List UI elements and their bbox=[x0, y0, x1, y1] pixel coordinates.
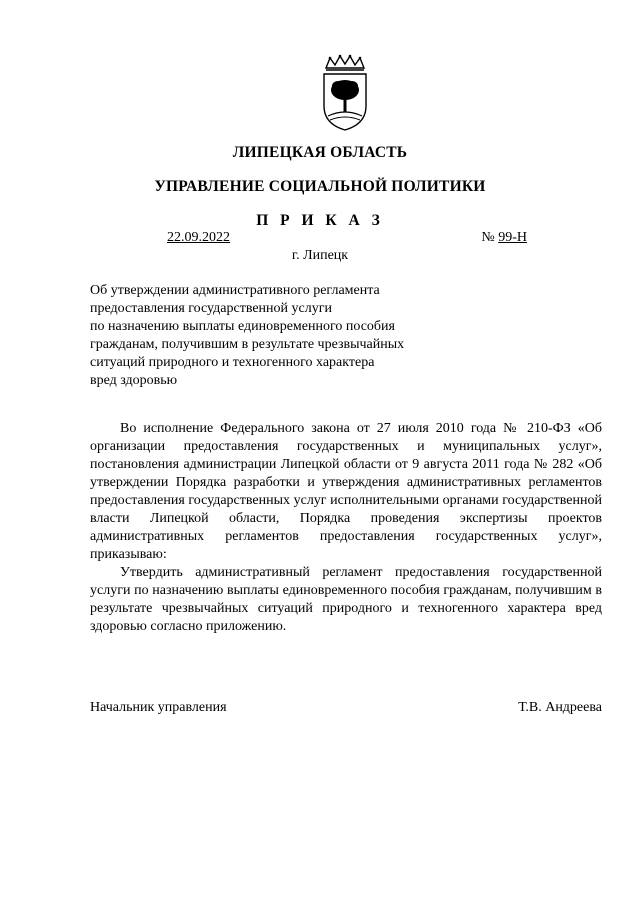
document-number bbox=[481, 230, 527, 246]
body-paragraph: Во исполнение Федерального закона от 27 июля 2010 года № 210-ФЗ «Об организации предоставления государственных и муниципальных услуг», постановления администрации Липецкой области от 9 августа 2011 года № 282 «Об утверждении Порядка разработки и утверждения административных регламентов предоставления государственных услуг исполнительными органами государственной власти Липецкой области, Порядка проведения экспертизы проектов административных регламентов предоставления государственных услуг», приказываю: bbox=[90, 421, 602, 562]
document-subject bbox=[90, 282, 460, 390]
number-prefix: № bbox=[481, 230, 499, 245]
subject-line: гражданам, получившим в результате чрезвычайных bbox=[90, 337, 405, 352]
body-paragraph: Утвердить административный регламент предоставления государственной услуги по назначению выплаты единовременного пособия гражданам, получившим в результате чрезвычайных ситуаций природного и техногенного характера вред здоровью согласно приложению. bbox=[90, 565, 602, 634]
region-title: ЛИПЕЦКАЯ ОБЛАСТЬ bbox=[232, 144, 408, 161]
document-city: г. Липецк bbox=[291, 248, 349, 263]
coat-of-arms-icon bbox=[318, 54, 372, 132]
signatory-position: Начальник управления bbox=[90, 700, 227, 715]
document-type: П Р И К А З bbox=[256, 212, 384, 229]
subject-line: Об утверждении административного регламента bbox=[90, 283, 380, 298]
subject-line: ситуаций природного и техногенного характера bbox=[90, 355, 375, 370]
document-body bbox=[90, 420, 602, 636]
number-value: 99-Н bbox=[498, 230, 527, 245]
document-date: 22.09.2022 bbox=[167, 230, 230, 245]
subject-line: предоставления государственной услуги bbox=[90, 301, 332, 316]
signatory-name: Т.В. Андреева bbox=[518, 700, 602, 715]
department-title: УПРАВЛЕНИЕ СОЦИАЛЬНОЙ ПОЛИТИКИ bbox=[154, 178, 486, 195]
subject-line: по назначению выплаты единовременного пособия bbox=[90, 319, 395, 334]
subject-line: вред здоровью bbox=[90, 373, 178, 388]
